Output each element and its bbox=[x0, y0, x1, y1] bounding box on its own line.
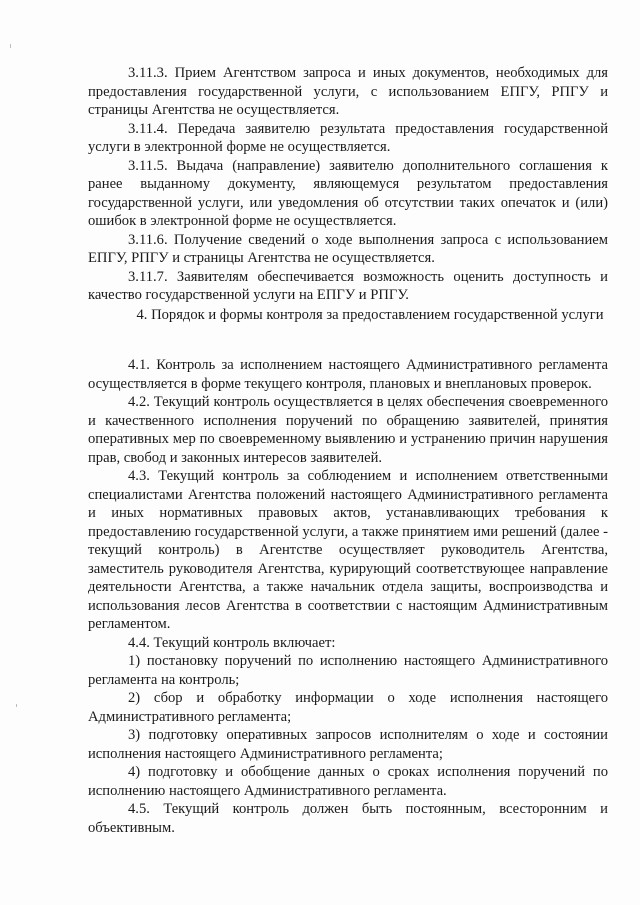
paragraph-4-5: 4.5. Текущий контроль должен быть постоянным, всесторонним и объективным. bbox=[88, 801, 608, 836]
paragraph-3-11-4: 3.11.4. Передача заявителю результата предоставления государственной услуги в электронной форме не осуществляется. bbox=[88, 120, 608, 155]
scan-edge-mark bbox=[10, 44, 11, 48]
paragraph-3-11-5: 3.11.5. Выдача (направление) заявителю дополнительного соглашения к ранее выданному документу, являющемуся результатом предоставления государственной услуги, или уведомления об отсутствии таких опечаток и (или) ошибок в электронной форме не осуществляется. bbox=[88, 157, 608, 229]
paragraph-4-3: 4.3. Текущий контроль за соблюдением и исполнением ответственными специалистами Агентства положений настоящего Административного регламента и иных нормативных правовых актов, устанавливающих требования к предоставлению государственной услуги, а также принятием ими решений (далее - текущий контроль) в Агентстве осуществляет руководитель Агентства, заместитель руководителя Агентства, курирующий соответствующее направление деятельности Агентства, а также начальник отдела защиты, воспроизводства и использования лесов Агентства в соответствии с настоящим Административным регламентом. bbox=[88, 468, 608, 632]
paragraph-4-2: 4.2. Текущий контроль осуществляется в целях обеспечения своевременного и качественного исполнения поручений по обращению заявителей, принятия оперативных мер по своевременному выявлению и устранению причин нарушения прав, свобод и законных интересов заявителей. bbox=[88, 394, 608, 466]
list-item-1: 1) постановку поручений по исполнению настоящего Административного регламента на контроль; bbox=[88, 653, 608, 688]
bottom-text-block bbox=[88, 356, 608, 837]
paragraph-3-11-3: 3.11.3. Прием Агентством запроса и иных документов, необходимых для предоставления государственной услуги, с использованием ЕПГУ, РПГУ и страницы Агентства не осуществляется. bbox=[88, 65, 608, 118]
list-item-2: 2) сбор и обработку информации о ходе исполнения настоящего Административного регламента; bbox=[88, 690, 608, 725]
list-item-3: 3) подготовку оперативных запросов исполнителям о ходе и состоянии исполнения настоящего Административного регламента; bbox=[88, 727, 608, 762]
paragraph-3-11-6: 3.11.6. Получение сведений о ходе выполнения запроса с использованием ЕПГУ, РПГУ и страницы Агентства не осуществляется. bbox=[88, 231, 608, 266]
paragraph-4-1: 4.1. Контроль за исполнением настоящего Административного регламента осуществляется в форме текущего контроля, плановых и внеплановых проверок. bbox=[88, 357, 608, 392]
top-text-block bbox=[88, 64, 608, 305]
paragraph-4-4: 4.4. Текущий контроль включает: bbox=[128, 634, 336, 651]
list-item-4: 4) подготовку и обобщение данных о сроках исполнения поручений по исполнению настоящего Административного регламента. bbox=[88, 764, 608, 799]
paragraph-3-11-7: 3.11.7. Заявителям обеспечивается возможность оценить доступность и качество государственной услуги на ЕПГУ и РПГУ. bbox=[88, 268, 608, 303]
scan-edge-mark bbox=[16, 704, 17, 707]
section-heading: 4. Порядок и формы контроля за предоставлением государственной услуги bbox=[136, 307, 604, 323]
section-heading-block bbox=[130, 306, 610, 325]
